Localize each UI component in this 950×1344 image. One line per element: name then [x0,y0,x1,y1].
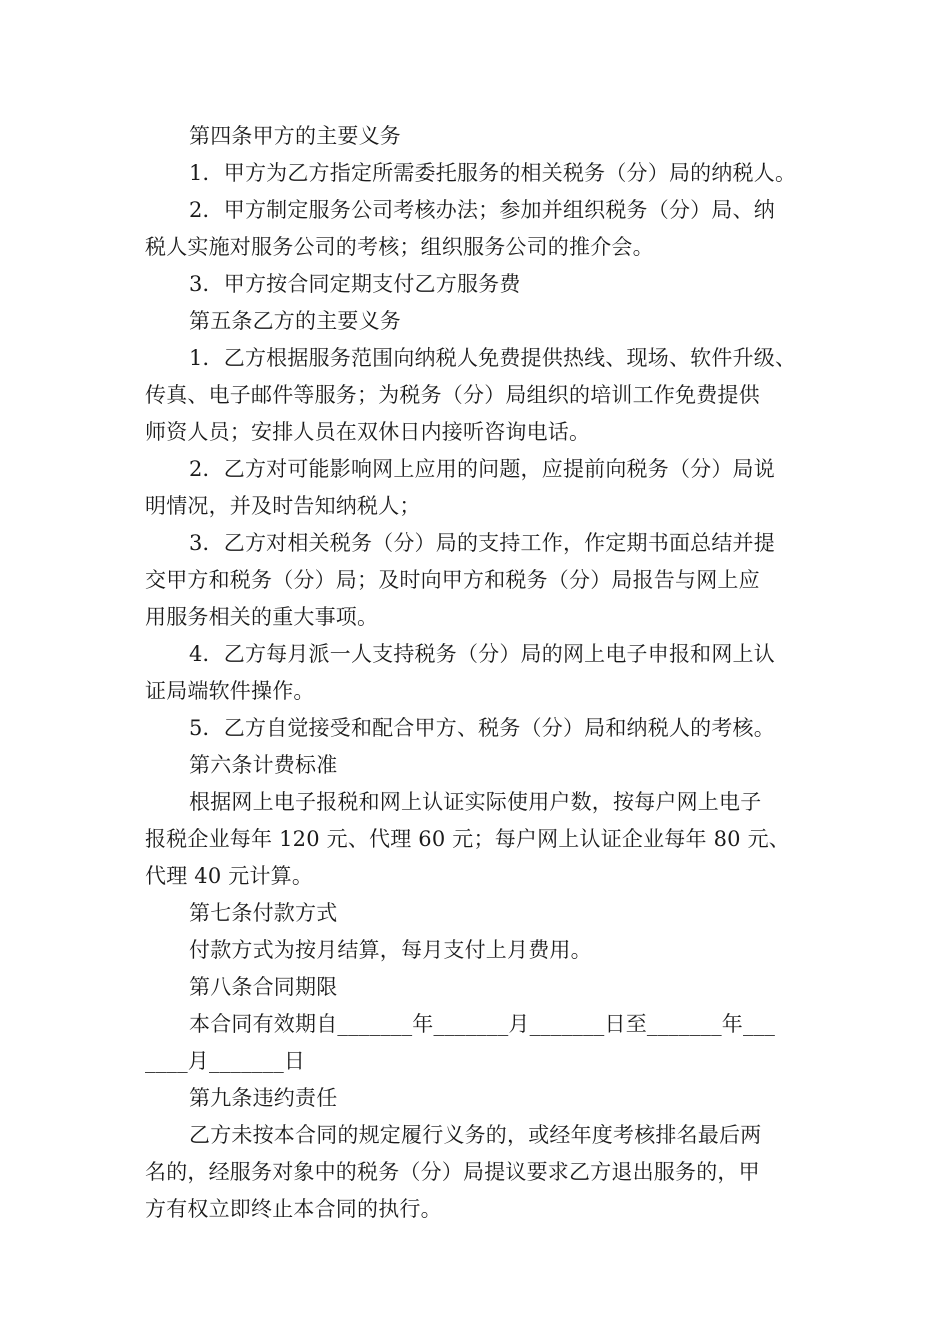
document-line: 1．乙方根据服务范围向纳税人免费提供热线、现场、软件升级、 [189,346,797,370]
document-line: 名的，经服务对象中的税务（分）局提议要求乙方退出服务的，甲 [145,1160,760,1184]
document-line: 明情况，并及时告知纳税人； [145,494,421,518]
document-line: 根据网上电子报税和网上认证实际使用户数，按每户网上电子 [189,790,762,814]
document-line: 第四条甲方的主要义务 [189,124,401,148]
document-line: ____月_______日 [145,1049,306,1073]
document-line: 5．乙方自觉接受和配合甲方、税务（分）局和纳税人的考核。 [189,716,775,740]
document-line: 2．甲方制定服务公司考核办法；参加并组织税务（分）局、纳 [189,198,775,222]
document-line: 1．甲方为乙方指定所需委托服务的相关税务（分）局的纳税人。 [189,161,797,185]
document-line: 用服务相关的重大事项。 [145,605,379,629]
document-line: 交甲方和税务（分）局；及时向甲方和税务（分）局报告与网上应 [145,568,760,592]
document-line: 乙方未按本合同的规定履行义务的，或经年度考核排名最后两 [189,1123,762,1147]
document-line: 本合同有效期自_______年_______月_______日至_______年___ [189,1012,776,1036]
document-line: 代理 40 元计算。 [145,864,314,888]
document-line: 4．乙方每月派一人支持税务（分）局的网上电子申报和网上认 [189,642,775,666]
document-line: 证局端软件操作。 [145,679,315,703]
document-line: 2．乙方对可能影响网上应用的问题，应提前向税务（分）局说 [189,457,775,481]
document-line: 第六条计费标准 [189,753,338,777]
document-line: 方有权立即终止本合同的执行。 [145,1197,442,1221]
document-line: 第九条违约责任 [189,1086,338,1110]
document-line: 付款方式为按月结算，每月支付上月费用。 [189,938,592,962]
document-line: 师资人员；安排人员在双休日内接听咨询电话。 [145,420,591,444]
document-line: 3．乙方对相关税务（分）局的支持工作，作定期书面总结并提 [189,531,775,555]
document-line: 税人实施对服务公司的考核；组织服务公司的推介会。 [145,235,654,259]
document-line: 3．甲方按合同定期支付乙方服务费 [189,272,521,296]
document-body [145,118,815,1228]
document-line: 第八条合同期限 [189,975,338,999]
document-line: 传真、电子邮件等服务；为税务（分）局组织的培训工作免费提供 [145,383,760,407]
document-line: 报税企业每年 120 元、代理 60 元；每户网上认证企业每年 80 元、 [145,827,790,851]
document-line: 第七条付款方式 [189,901,338,925]
document-line: 第五条乙方的主要义务 [189,309,401,333]
